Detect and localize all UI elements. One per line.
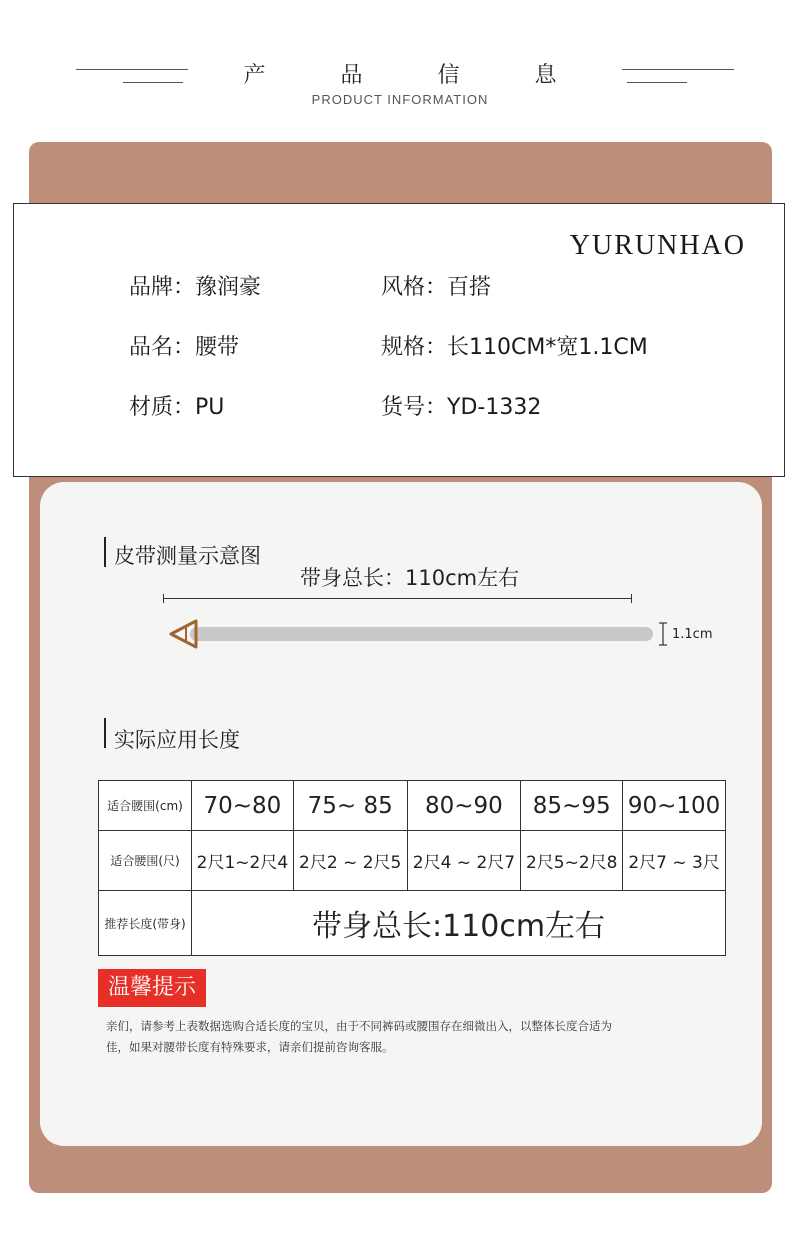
recommended-length: 带身总长:110cm左右 [192,891,726,956]
table-cell: 2尺4 ~ 2尺7 [407,831,521,891]
row-header: 适合腰围(cm) [99,781,192,831]
info-label: 品牌： [129,275,196,300]
table-cell: 75~ 85 [293,781,407,831]
product-info-card [13,203,785,477]
section-marker [104,537,106,567]
info-value: 腰带 [195,335,240,360]
info-label: 规格： [381,335,448,360]
table-cell: 80~90 [407,781,521,831]
size-table [98,780,726,956]
brand-logo: YURUNHAO [569,230,746,261]
table-row [99,891,726,956]
tip-badge: 温馨提示 [98,969,206,1007]
info-value: 百搭 [447,275,492,300]
info-value: 豫润豪 [195,275,262,300]
info-item-number [381,390,541,421]
info-label: 风格： [381,275,448,300]
tip-text-line1: 亲们，请参考上表数据选购合适长度的宝贝，由于不同裤码或腰围存在细微出入，以整体长度合适为 [106,1019,612,1033]
table-cell: 2尺5~2尺8 [521,831,623,891]
info-product-name [129,330,239,361]
table-cell: 2尺2 ~ 2尺5 [293,831,407,891]
tip-text-line2: 佳，如果对腰带长度有特殊要求，请亲们提前咨询客服。 [106,1040,394,1054]
dimension-tick-left [163,594,164,603]
triangle-buckle-icon [168,618,202,650]
info-label: 材质： [129,395,196,420]
diagram-total-length: 带身总长：110cm左右 [300,566,520,590]
info-material [129,390,224,421]
info-value: YD-1332 [447,395,542,420]
table-cell: 85~95 [521,781,623,831]
page-title: 产 品 信 息 [243,63,591,88]
table-cell: 2尺7 ~ 3尺 [623,831,726,891]
info-label: 货号： [381,395,448,420]
table-row [99,831,726,891]
info-value: 长110CM*宽1.1CM [447,335,648,360]
info-spec [381,330,648,361]
info-style [381,270,491,301]
info-label: 品名： [129,335,196,360]
section-marker [104,718,106,748]
usage-title: 实际应用长度 [114,728,240,752]
table-cell: 90~100 [623,781,726,831]
belt-strap [190,627,653,641]
row-header: 推荐长度(带身) [99,891,192,956]
row-header: 适合腰围(尺) [99,831,192,891]
table-cell: 2尺1~2尺4 [192,831,294,891]
table-row [99,781,726,831]
page-subtitle: PRODUCT INFORMATION [311,92,489,107]
dimension-tick-right [631,594,632,603]
info-brand [129,270,261,301]
diagram-title: 皮带测量示意图 [114,544,261,568]
info-value: PU [195,395,225,420]
belt-width-label: 1.1cm [672,627,713,642]
dimension-line [163,598,632,599]
table-cell: 70~80 [192,781,294,831]
width-bracket-icon [657,622,669,646]
